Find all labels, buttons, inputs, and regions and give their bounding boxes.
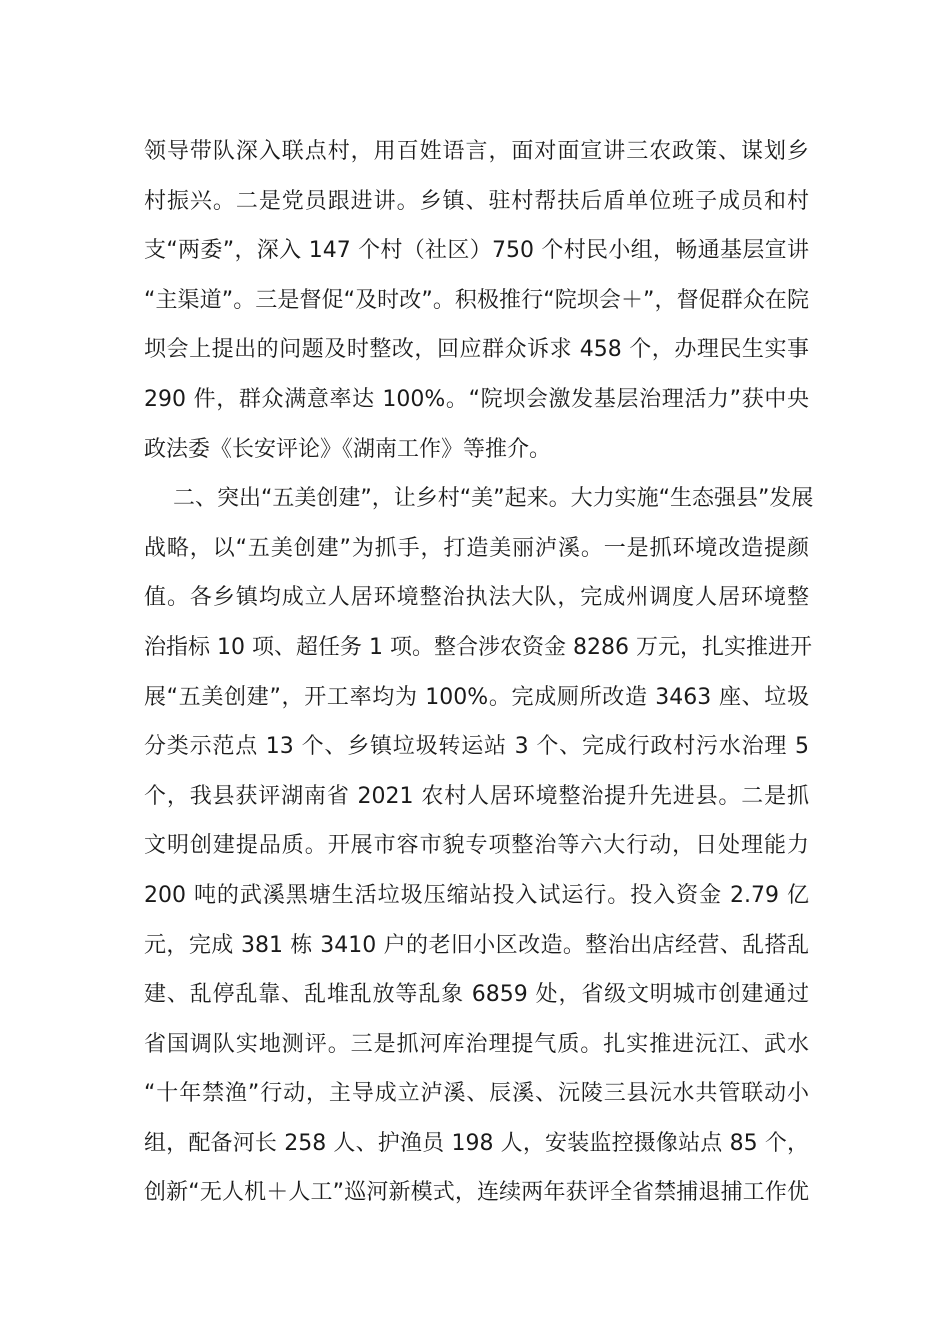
- text-line: “十年禁渔”行动，主导成立泸溪、辰溪、沅陵三县沅水共管联动小: [144, 1081, 809, 1107]
- text-line: 值。各乡镇均成立人居环境整治执法大队，完成州调度人居环境整: [144, 585, 809, 611]
- text-line: 坝会上提出的问题及时整改，回应群众诉求 458 个，办理民生实事: [144, 337, 809, 363]
- text-line: 战略，以“五美创建”为抓手，打造美丽泸溪。一是抓环境改造提颜: [144, 535, 809, 561]
- text-line: 元，完成 381 栋 3410 户的老旧小区改造。整治出店经营、乱搭乱: [144, 932, 809, 958]
- text-line: 组，配备河长 258 人、护渔员 198 人，安装监控摄像站点 85 个，: [144, 1130, 809, 1156]
- text-line: 治指标 10 项、超任务 1 项。整合涉农资金 8286 万元，扎实推进开: [144, 634, 812, 660]
- body-text: [144, 127, 814, 1218]
- text-line: 分类示范点 13 个、乡镇垃圾转运站 3 个、完成行政村污水治理 5: [144, 734, 809, 760]
- text-line: 290 件，群众满意率达 100%。“院坝会激发基层治理活力”获中央: [144, 386, 809, 412]
- text-line: 文明创建提品质。开展市容市貌专项整治等六大行动，日处理能力: [144, 833, 809, 859]
- text-line: 建、乱停乱靠、乱堆乱放等乱象 6859 处，省级文明城市创建通过: [144, 982, 809, 1008]
- text-line: 领导带队深入联点村，用百姓语言，面对面宣讲三农政策、谋划乡: [144, 139, 809, 164]
- section-heading-line: 二、突出“五美创建”，让乡村“美”起来。大力实施“生态强县”发展: [144, 486, 814, 512]
- text-line: 个，我县获评湖南省 2021 农村人居环境整治提升先进县。二是抓: [144, 783, 809, 809]
- text-line: “主渠道”。三是督促“及时改”。积极推行“院坝会＋”，督促群众在院: [144, 287, 809, 313]
- text-line: 省国调队实地测评。三是抓河库治理提气质。扎实推进沅江、武水: [144, 1031, 809, 1057]
- text-line: 村振兴。二是党员跟进讲。乡镇、驻村帮扶后盾单位班子成员和村: [144, 188, 809, 214]
- text-line: 支“两委”，深入 147 个村（社区）750 个村民小组，畅通基层宣讲: [144, 238, 809, 264]
- text-line: 创新“无人机＋人工”巡河新模式，连续两年获评全省禁捕退捕工作优: [144, 1180, 809, 1206]
- text-line: 展“五美创建”，开工率均为 100%。完成厕所改造 3463 座、垃圾: [144, 684, 809, 710]
- text-line: 200 吨的武溪黑塘生活垃圾压缩站投入试运行。投入资金 2.79 亿: [144, 882, 809, 908]
- paragraph-end-line: 政法委《长安评论》《湖南工作》等推介。: [144, 436, 552, 462]
